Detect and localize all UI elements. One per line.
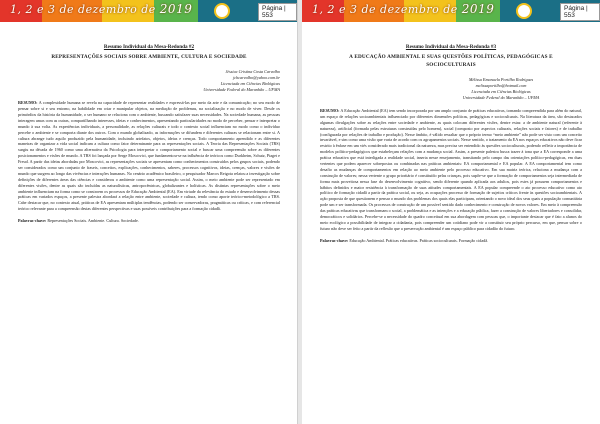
author-name: Mélissa Emanuela Portilho Rodrigues: [468, 76, 534, 82]
event-logo-icon: [516, 3, 532, 19]
banner-year: 2019: [461, 2, 495, 16]
abstract-label: RESUMO:: [320, 107, 340, 113]
abstract-right: [320, 44, 582, 244]
author-institution: Universidade Federal do Maranhão – UFMA: [462, 94, 540, 100]
keywords-label: Palavras-chave:: [18, 218, 47, 224]
article-title-line1: A EDUCAÇÃO AMBIENTAL E SUAS QUESTÕES POLÍTICAS, PEDAGÓGICAS E: [349, 54, 553, 60]
event-logo-icon: [214, 3, 230, 19]
event-banner: [302, 0, 600, 22]
section-title: Resumo Individual da Mesa-Redonda #3: [405, 44, 497, 50]
keywords-label: Palavras-chave:: [320, 237, 349, 243]
author-block: [18, 69, 280, 93]
page-number: Página | 553: [258, 3, 297, 21]
section-title: Resumo Individual da Mesa-Redonda #2: [103, 44, 195, 50]
banner-dates: [312, 2, 494, 16]
keywords: [18, 218, 280, 224]
author-name: Jéssica Cristina Costa Carvalho: [225, 68, 280, 74]
page-left: [0, 0, 298, 424]
author-degree: Licenciada em Ciências Biológicas: [471, 88, 531, 94]
author-degree: Licenciada em Ciências Biológicas: [220, 80, 280, 86]
banner-dates-text: 1, 2 e 3 de dezembro de: [10, 3, 156, 16]
page-number: Página | 553: [560, 3, 600, 21]
abstract-label: RESUMO:: [18, 100, 38, 106]
keywords-body: Educação Ambiental. Práticas educativas. Práticas socioculturais. Formação cidadã.: [349, 237, 489, 243]
keywords: [320, 238, 582, 244]
abstract-left: [18, 44, 280, 224]
article-title-line2: SOCIOCULTURAIS: [426, 61, 476, 68]
abstract-text: [18, 100, 280, 212]
author-block: [420, 77, 582, 101]
author-email: jchcarvalho@yahoo.com.br: [233, 74, 280, 80]
event-banner: [0, 0, 298, 22]
banner-year: 2019: [159, 2, 193, 16]
abstract-body: A Educação Ambiental (EA) tem sendo incorporada por um amplo conjunto de práticas educativas, tornando compreendida para além do natural, um espaço de relações socioambientais influenciado por diferentes dimensões políticas, pedagógicas e socioculturais. Na literatura da área, são destacados algumas divulgações sobre as relações entre sociedade e ambiente, as quais colocam diferentes visões, dentre estas: a de ambiente natural (referente à natureza), artificial (formada pelas estruturas construídas pelo homem), social (composto por aspectos culturais, relações sociais e fatores) e de trabalho (configurada por relações de trabalho e produção). Nesse âmbito, é válido ressaltar que o próprio termo “meio ambiente” não pode ser visto com um conceito invariável, e sim como uma visão que varia de acordo com os agrupamentos sociais. Nesse sentido, o tratamento da EA nos espaços educativos não deve ficar restrito à ênfase em um viés considerado mais tradicional da natureza, mas precisa ser entendido às questões socioculturais, podendo refletir a importância de modelos político-pedagógicos que estabeleçam relações com a mudança social. Assim, a presente palestra busca trazer à tona que a EA corresponde a uma prática educativa que está interligada a realidade social, inserta nesse ensejamento, transitando pelo campo das orientações político-pedagógicas, em duas vertentes que podem aparecer sobrepostas ou combinadas nas práticas ambientais: EA comportamental e EA popular. A EA comportamental tem como desafio as mudanças de comportamentos em relação ao meio ambiente pelo processo educativo. Em sua matriz teórica, relaciona a mudança com a construção de valores; nessa vertente o grupo prioritário é constituído pelas crianças, pois supõe-se que a formação de comportamentos seja intermediada de forma mais proveitosa nessa fase do desenvolvimento cognitivo, sendo diferente quando aplicada aos adultos, pois estes já possuem comportamentos e hábitos definidos e maior resistência à transformação de suas atitudes comportamentais. A EA popular compreende o ato processo educativo como ato político de formação cidadã a partir da prática social, ou seja, as ocupações processo de formação de sujeitos críticos frente às questões socioambientais. A ação proposta de que questionem e pensar o mundo dos problemas dos quais elas participam, orientando o novo ideal dos seus quais a população comunitária pode um e ser transformada. Os processos de construção de um possível sentido dado conhecimento e construção de novos valores. Em meio à compreensão das práticas educativas que transformam o social, a problemática e as intenções e a educação pública, fazer a construção de valores libertadores e consolidar, democráticos e solidários. Percebe-se a necessidade do quadro conceitual em sua abordagem com pessoas que, o importante destacar que é fato a alunos do meio ecológico a possibilidade de integrar a cidadania, pois compreender um cotidiano pode vir a constituir seu próprio percurso, em que, pensar sobre o futuro não deve ser feito a partir da reflexão que a preservação ambiental é um espaço público para cidadão do futuro.: [320, 107, 582, 231]
abstract-body: A complexidade humana se revela na capacidade de representar realidades e expressá-las por meio da arte e da comunicação; no seu modo de pensar sobre si e seu entorno, na habilidade em criar e manipular objetos, na mediação de problemas, na socialização e no modo de viver. Desde os primórdios da história da humanidade, o ser humano se relaciona com o ambiente, buscando satisfazer suas necessidades. Na sociedade humana, as pessoas interagem umas com as outras, compartilhando interesses, ideias e conhecimentos, apresentando particularidades no modo de perceber, pensar e interpretar o mundo à sua volta. As experiências individuais, a personalidade, as relações culturais e todo o contexto social influenciam no modo como o indivíduo percebe o ambiente e se comporta diante dos outros. Com o mundo globalizado, as informações se difundem e diferentes culturas se relacionam entre si. A cultura abrange tudo aquilo produzido pela humanidade, incluindo artefatos, objetos, ideias e crenças. Todo comportamento aprendido e as diferentes maneiras de organizar a vida social indicam a cultura como fator determinante para as representações sociais. A Teoria das Representações Sociais (TRS) surgiu na década de 1960 como uma alternativa da Psicologia para interpretar o comportamento social e buscar uma compreensão sobre as diferentes posicionamentos e visões de mundo. A TRS foi lançada por Serge Moscovici, que fundamentou-se na influência de teóricos como Durkheim, Schutz, Piaget e Freud. A partir das ideias abordadas por Moscovici, as representações sociais se apresentam como conhecimentos construídos pelos grupos sociais, podendo ser considerados como um conjunto de fraseis, conceitos, explicações, conhecimentos, saberes, processos cognitivos, ideias, crenças, valores e visões de mundo que surgem ao longo das vivências e interações humanas. No cenário acadêmico brasileiro, o pesquisador Marcos Reigota relatou a investigação sobre definições de diferentes áreas das ciências e considerou o ambiente como uma representação social. Assim, o meio ambiente pode ser representado em diferentes visões, dentre as quais são incluídas as naturalísticas, antropocêntricas, globalizantes e holísticas. As distintas representações sobre o meio ambiente influenciam na forma como se constroem os processos de Educação Ambiental (EA). Em virtude da relevância do estudo e desenvolvimento dessas práticas em variados espaços, a presente palestra abordará a relação entre ambiente, sociedade e cultura, tendo como aporte teórico-metodológico a TRS. Cabe destacar que, no contexto atual, práticas de EA apresentam múltiplas tendências, podendo ser conservadoras, pragmáticas ou críticas, e com referencial teórico relevante para a compreensão destas diferentes perspectivas e suas possíveis contribuições para a formação cidadã.: [18, 100, 281, 212]
page-right: [302, 0, 600, 424]
banner-dates: [10, 2, 192, 16]
author-email: melissaportilho@hotmail.com: [475, 82, 527, 88]
article-title: [320, 54, 582, 70]
abstract-text: [320, 108, 582, 232]
article-title: REPRESENTAÇÕES SOCIAIS SOBRE AMBIENTE, CULTURA E SOCIEDADE: [51, 54, 247, 60]
keywords-body: Representações Sociais. Ambiente. Cultura. Sociedade.: [47, 218, 139, 224]
author-institution: Universidade Federal do Maranhão – UFMA: [203, 87, 280, 93]
banner-dates-text: 1, 2 e 3 de dezembro de: [312, 3, 458, 16]
